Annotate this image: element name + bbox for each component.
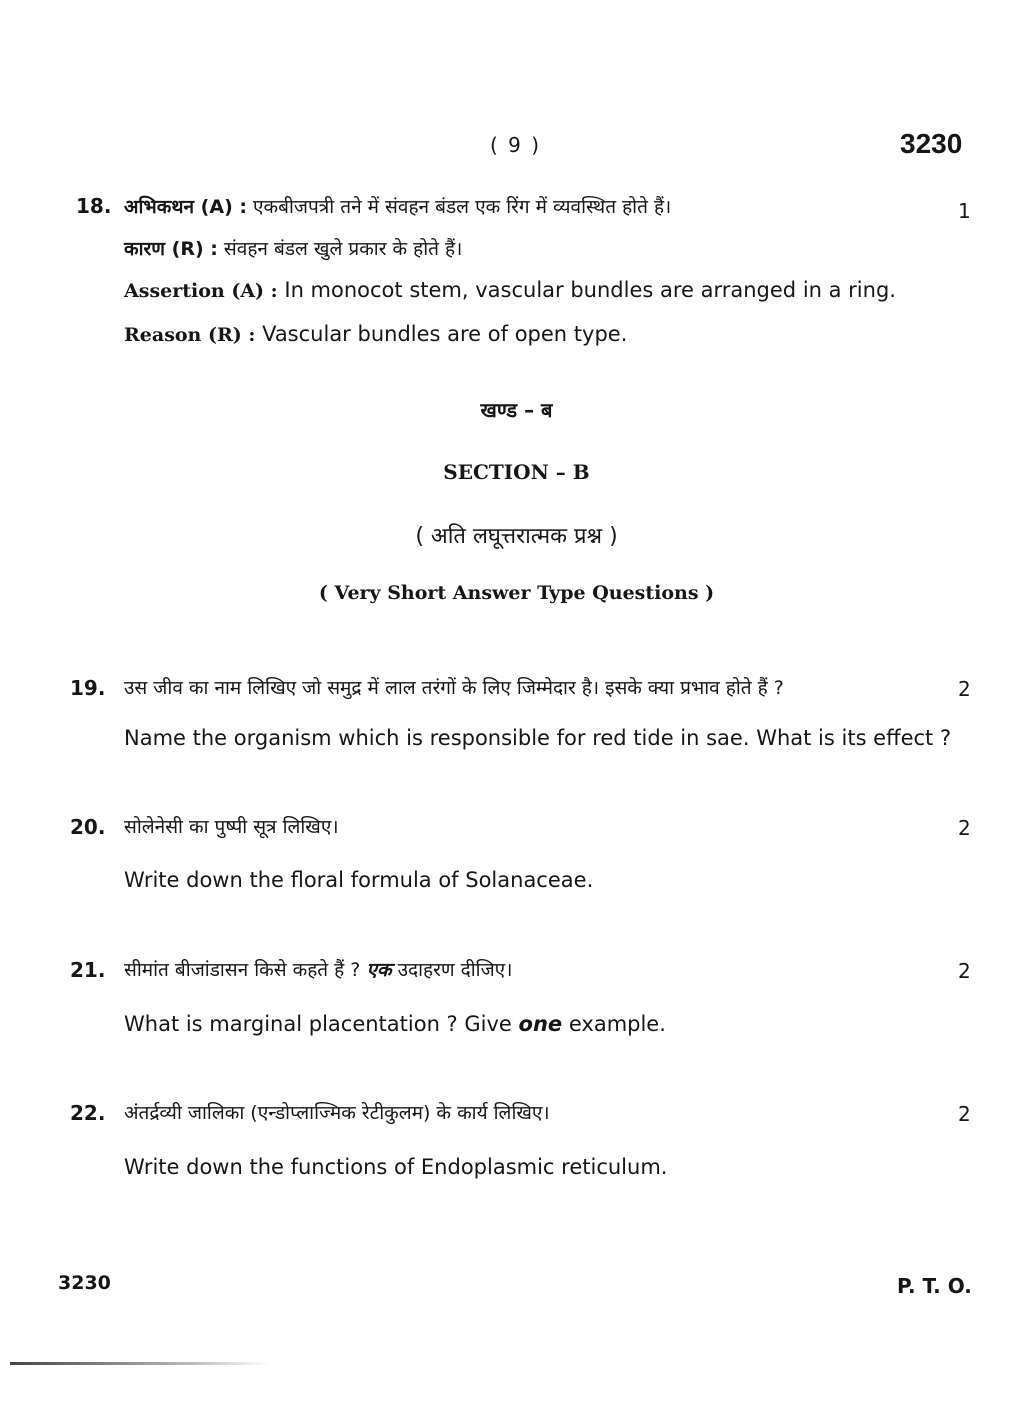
section-subtitle-english: ( Very Short Answer Type Questions ) [318,582,715,604]
q20-hindi-text: सोलेनेसी का पुष्पी सूत्र लिखिए। [124,816,339,838]
q22-marks: 2 [958,1102,971,1126]
q20-english-text: Write down the floral formula of Solanaceae. [124,868,594,892]
q21-hindi-text [124,956,512,982]
q21-english-text-after: example. [568,1012,666,1036]
q19-marks: 2 [958,677,971,701]
q18-english-reason-text: Vascular bundles are of open type. [262,322,628,346]
q21-hindi-text-before: सीमांत बीजांडासन किसे कहते हैं ? [124,959,361,981]
q18-hindi-assertion [124,193,671,219]
q22-hindi-text: अंतर्द्रव्यी जालिका (एन्डोप्लाज्मिक रेटीकुलम) के कार्य लिखिए। [124,1102,550,1124]
page-turn-over: P. T. O. [897,1274,972,1298]
question-18-number: 18. [76,194,112,218]
q18-english-reason [124,322,627,346]
q18-english-assertion-text: In monocot stem, vascular bundles are arranged in a ring. [284,278,896,302]
q21-marks: 2 [958,959,971,983]
q21-hindi-text-after: उदाहरण दीजिए। [397,959,513,981]
q18-hindi-assertion-text: एकबीजपत्री तने में संवहन बंडल एक रिंग में व्यवस्थित होते हैं। [253,196,672,218]
q19-hindi-text: उस जीव का नाम लिखिए जो समुद्र में लाल तरंगों के लिए जिम्मेदार है। इसके क्या प्रभाव होते हैं ? [124,677,784,699]
q20-marks: 2 [958,816,971,840]
question-22-number: 22. [70,1101,106,1125]
q18-english-assertion-label: Assertion (A) : [124,280,278,302]
section-title-english: SECTION – B [443,460,590,484]
paper-code-top: 3230 [900,128,963,159]
question-21-number: 21. [70,958,106,982]
q18-hindi-reason-label: कारण (R) : [124,238,218,260]
q21-hindi-emphasis: एक [366,959,392,981]
q18-hindi-assertion-label: अभिकथन (A) : [124,196,247,218]
q21-english-text-before: What is marginal placentation ? Give [124,1012,512,1036]
page-number: ( 9 ) [490,133,542,157]
q18-english-assertion [124,278,896,302]
question-20-number: 20. [70,815,106,839]
q18-english-reason-label: Reason (R) : [124,324,256,346]
q21-english-text [124,1012,666,1036]
q18-marks: 1 [958,199,971,223]
section-subtitle-hindi: ( अति लघूत्तरात्मक प्रश्न ) [415,524,618,549]
q18-hindi-reason [124,235,462,261]
section-title-hindi: खण्ड – ब [480,398,553,422]
q21-english-emphasis: one [518,1012,563,1036]
q18-hindi-reason-text: संवहन बंडल खुले प्रकार के होते हैं। [223,238,463,260]
q22-english-text: Write down the functions of Endoplasmic reticulum. [124,1155,668,1179]
q19-english-text: Name the organism which is responsible for red tide in sae. What is its effect ? [124,726,952,750]
scan-artifact-line [10,1362,270,1365]
question-19-number: 19. [70,676,106,700]
paper-code-bottom: 3230 [58,1272,111,1294]
